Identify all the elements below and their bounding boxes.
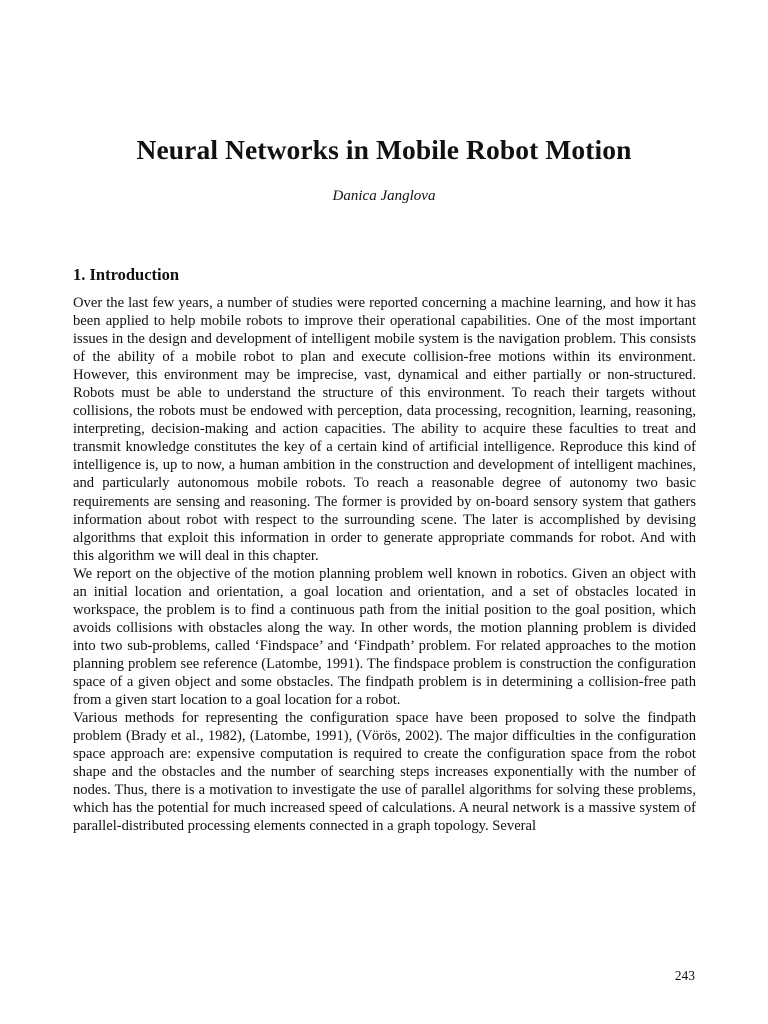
paragraph-1: Over the last few years, a number of studies were reported concerning a machine learning, and how it has been applied to help mobile robots to improve their operational capabilities. One of the most important issues in the design and development of intelligent mobile system is the navigation problem. This consists of the ability of a mobile robot to plan and execute collision-free motions within its environment. However, this environment may be imprecise, vast, dynamical and either partially or non-structured. Robots must be able to understand the structure of this environment. To reach their targets without collisions, the robots must be endowed with perception, data processing, recognition, learning, reasoning, interpreting, decision-making and action capacities. The ability to acquire these faculties to treat and transmit knowledge constitutes the key of a certain kind of artificial intelligence. Reproduce this kind of intelligence is, up to now, a human ambition in the construction and development of intelligent machines, and particularly autonomous mobile robots. To reach a reasonable degree of autonomy two basic requirements are sensing and reasoning. The former is provided by on-board sensory system that gathers information about robot with respect to the surrounding scene. The later is accomplished by devising algorithms that exploit this information in order to generate appropriate commands for robot. And with this algorithm we will deal in this chapter.	[73, 295, 696, 564]
paper-title: Neural Networks in Mobile Robot Motion	[136, 134, 632, 165]
section-heading: 1. Introduction	[73, 265, 180, 284]
page-number: 243	[674, 968, 695, 983]
paragraph-2: We report on the objective of the motion planning problem well known in robotics. Given an object with an initial location and orientation, a goal location and orientation, and a set of obstacles located in workspace, the problem is to find a continuous path from the initial position to the goal position, which avoids collisions with obstacles along the way. In other words, the motion planning problem is divided into two sub-problems, called ‘Findspace’ and ‘Findpath’ problem. For related approaches to the motion planning problem see reference (Latombe, 1991). The findspace problem is construction the configuration space of a given object and some obstacles. The findpath problem is in determining a collision-free path from a given start location to a goal location for a robot.	[73, 565, 696, 709]
section-body	[73, 294, 696, 835]
author-name: Danica Janglova	[332, 188, 436, 204]
paragraph-3: Various methods for representing the configuration space have been proposed to solve the findpath problem (Brady et al., 1982), (Latombe, 1991), (Vörös, 2002). The major difficulties in the configuration space approach are: expensive computation is required to create the configuration space from the robot shape and the obstacles and the number of searching steps increases exponentially with the number of nodes. Thus, there is a motivation to investigate the use of parallel algorithms for solving these problems, which has the potential for much increased speed of calculations. A neural network is a massive system of parallel-distributed processing elements connected in a graph topology. Several	[73, 710, 696, 835]
